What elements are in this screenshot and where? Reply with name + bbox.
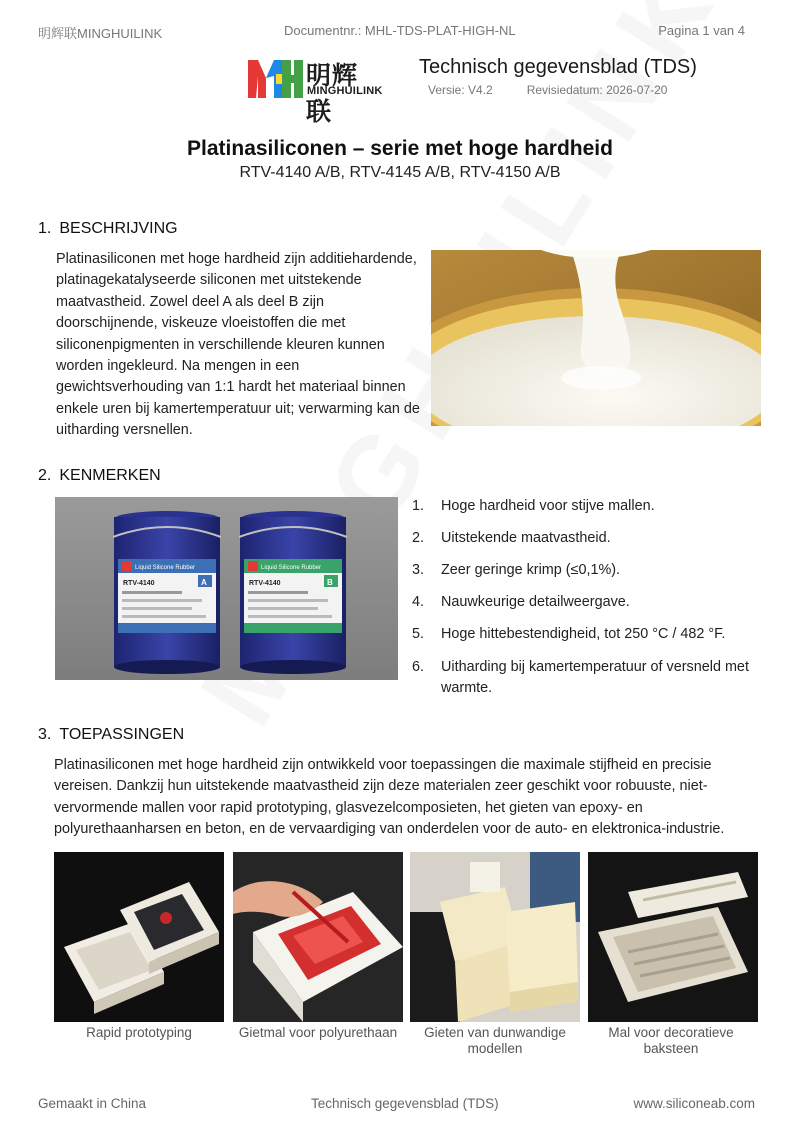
document-title: Platinasiliconen – serie met hoge hardheid — [187, 137, 613, 160]
tds-revision-date: Revisiedatum: 2026-07-20 — [526, 83, 668, 97]
feature-number: 3. — [412, 562, 425, 578]
application-image-thin-wall — [410, 852, 580, 1022]
header-company: 明辉联MINGHUILINK — [38, 26, 163, 41]
product-buckets-image — [55, 497, 398, 680]
logo-mh-mark — [246, 56, 308, 100]
footer-website[interactable]: www.siliconeab.com — [633, 1096, 755, 1111]
section-title: BESCHRIJVING — [59, 220, 178, 237]
header-page-number: Pagina 1 van 4 — [658, 23, 745, 38]
footer-doc-type: Technisch gegevensblad (TDS) — [311, 1096, 499, 1111]
tds-title: Technisch gegevensblad (TDS) — [419, 56, 697, 78]
section-title: TOEPASSINGEN — [59, 726, 185, 743]
tds-meta — [428, 83, 667, 97]
footer-origin: Gemaakt in China — [38, 1096, 147, 1111]
feature-number: 5. — [412, 626, 425, 642]
page-footer — [38, 1096, 755, 1114]
silicone-pour-illustration — [431, 250, 761, 426]
bucket-b-label: RTV-4140 — [249, 580, 281, 587]
bucket-a-brand: Liquid Silicone Rubber — [135, 565, 196, 571]
pu-mold-illustration — [233, 852, 403, 1022]
brick-mold-illustration — [588, 852, 758, 1022]
feature-text: Hoge hittebestendigheid, tot 250 °C / 482 °F. — [441, 626, 726, 642]
feature-text: Uitstekende maatvastheid. — [441, 530, 611, 546]
description-text: Platinasiliconen met hoge hardheid zijn additiehardende, platinagekatalyseerde siliconen met uitstekende maatvastheid. Zowel deel A als deel B zijn doorschijnende, viskeuze vloeistoffen die met siliconenpigmenten in verschillende kleuren kunnen worden ingekleurd. Na mengen in een gewichtsverhouding van 1:1 hardt het materiaal binnen enkele uren bij kamertemperatuur uit; verwarming kan de uitharding versnellen. — [56, 251, 420, 439]
tds-version: Versie: V4.2 — [428, 83, 493, 97]
logo-en-name: MINGHUILINK — [307, 85, 383, 97]
section-heading-applications — [38, 726, 184, 744]
application-image-brick-mold — [588, 852, 758, 1022]
thin-wall-illustration — [410, 852, 580, 1022]
bucket-b-part: B — [327, 578, 333, 587]
section-number: 3. — [38, 726, 52, 743]
header-doc-number: Documentnr.: MHL-TDS-PLAT-HIGH-NL — [284, 23, 516, 38]
feature-number: 4. — [412, 594, 425, 610]
document-subtitle: RTV-4140 A/B, RTV-4145 A/B, RTV-4150 A/B — [239, 164, 561, 181]
page-header — [38, 23, 745, 41]
feature-number: 6. — [412, 659, 425, 675]
logo-cn-name: 明辉联 — [306, 61, 359, 126]
section-number: 1. — [38, 220, 52, 237]
caption-brick-mold: Mal voor decoratieve baksteen — [608, 1025, 734, 1056]
applications-text: Platinasiliconen met hoge hardheid zijn ontwikkeld voor toepassingen die maximale stijfheid en precisie vereisen. Dankzij hun uitstekende maatvastheid zijn deze materialen zeer geschikt voor robuuste, niet-vervormende mallen voor rapid prototyping, glasvezelcomposieten, het gieten van epoxy- en polyurethaanharsen en beton, en de vervaardiging van onderdelen voor de auto- en elektronica-industrie. — [54, 757, 725, 838]
section-title: KENMERKEN — [59, 467, 161, 484]
application-image-prototyping — [54, 852, 224, 1022]
company-logo — [246, 56, 383, 126]
feature-number: 1. — [412, 498, 425, 514]
feature-text: Nauwkeurige detailweergave. — [441, 594, 630, 610]
feature-text: Zeer geringe krimp (≤0,1%). — [441, 562, 621, 578]
caption-pu-mold: Gietmal voor polyurethaan — [238, 1025, 398, 1040]
bucket-a-label: RTV-4140 — [123, 580, 155, 587]
bucket-a-part: A — [201, 578, 207, 587]
section-number: 2. — [38, 467, 52, 484]
silicone-pour-image — [431, 250, 761, 426]
product-buckets-illustration — [55, 497, 398, 680]
caption-thin-wall: Gieten van dunwandige modellen — [424, 1025, 566, 1056]
feature-text: Uitharding bij kamertemperatuur of versneld met warmte. — [441, 659, 749, 696]
bucket-b-brand: Liquid Silicone Rubber — [261, 565, 322, 571]
feature-text: Hoge hardheid voor stijve mallen. — [441, 498, 655, 514]
section-heading-description — [38, 220, 178, 238]
prototyping-illustration — [54, 852, 224, 1022]
application-image-pu-mold — [233, 852, 403, 1022]
feature-number: 2. — [412, 530, 425, 546]
section-heading-features — [38, 467, 161, 485]
caption-prototyping: Rapid prototyping — [86, 1025, 192, 1040]
